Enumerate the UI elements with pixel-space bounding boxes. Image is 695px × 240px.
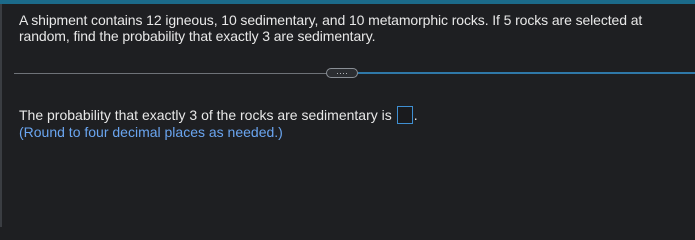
answer-prompt: The probability that exactly 3 of the rocks are sedimentary is — [19, 107, 392, 123]
section-divider-highlight — [358, 72, 695, 74]
left-panel-edge — [0, 4, 2, 227]
question-text: A shipment contains 12 igneous, 10 sedimentary, and 10 metamorphic rocks. If 5 rocks are selected at random, find the probability that exactly 3 are sedimentary. — [19, 12, 643, 44]
expand-more-button[interactable]: ···· — [326, 68, 358, 78]
top-accent-bar — [0, 0, 695, 4]
answer-input-box[interactable] — [397, 106, 413, 124]
answer-suffix: . — [413, 107, 418, 123]
answer-line — [19, 106, 418, 124]
rounding-hint: (Round to four decimal places as needed.) — [19, 124, 283, 140]
